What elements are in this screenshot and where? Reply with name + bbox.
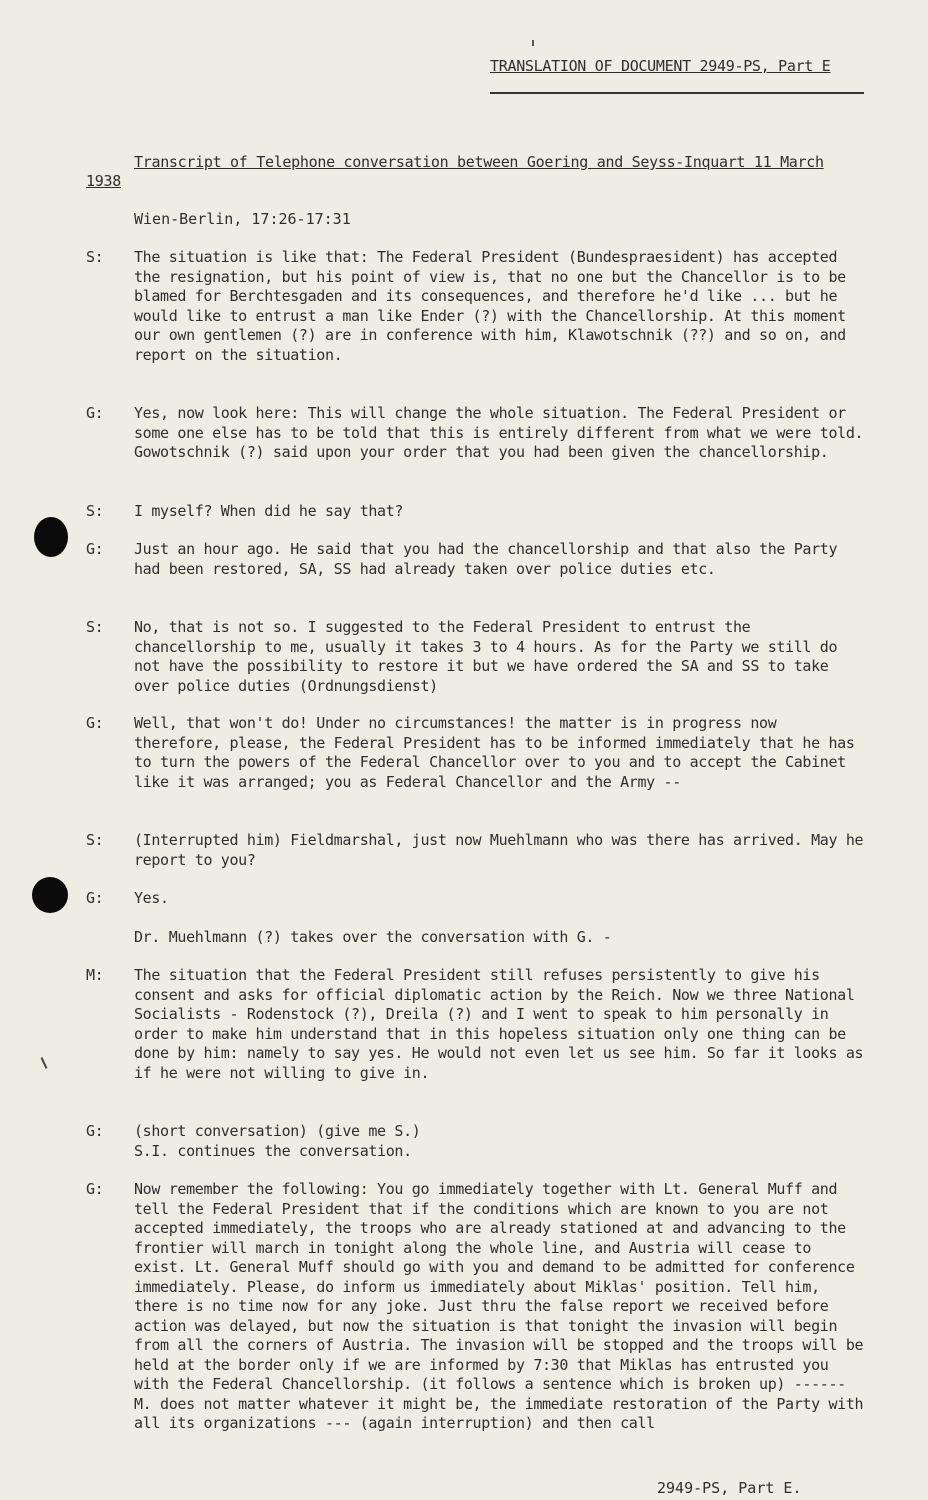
stray-mark (41, 1057, 48, 1069)
entry-text: The situation is like that: The Federal President (Bundespraesident) has accepted the resignation, but his point of view is, that no one but the Chancellor is to be blamed for Berchtesgaden and its consequences, and therefore he'd like ... but he would like to entrust a man like Ender (?) with the Chancellorship. At this moment our own gentlemen (?) are in conference with him, Klawotschnik (??) and so on, and report on the situation. (134, 248, 846, 364)
speaker-label: S: (86, 502, 104, 520)
punch-hole (32, 877, 68, 913)
speaker-label: G: (86, 714, 104, 732)
conversation-entry (86, 831, 866, 870)
conversation-entry (86, 248, 866, 365)
entry-text: (Interrupted him) Fieldmarshal, just now Muehlmann who was there has arrived. May he report to you? (134, 831, 864, 869)
document-title: Transcript of Telephone conversation between Goering and Seyss-Inquart 11 March 1938 (86, 153, 824, 190)
speaker-label: G: (86, 540, 104, 558)
conversation-entry (86, 618, 866, 696)
entry-text: Just an hour ago. He said that you had the chancellorship and that also the Party had been restored, SA, SS had already taken over police duties etc. (134, 540, 838, 578)
document-subtitle: Wien-Berlin, 17:26-17:31 (134, 210, 351, 228)
conversation-entry (86, 889, 866, 909)
punch-hole (34, 517, 68, 557)
entry-text: Now remember the following: You go immediately together with Lt. General Muff and tell the Federal President that if the conditions which are known to you are not accepted immediately, the troops who are already stationed at and advancing to the frontier will march in tonight along the whole line, and Austria will cease to exist. Lt. General Muff should go with you and demand to be admitted for conference immediately. Please, do inform us immediately about Miklas' position. Tell him, there is no time now for any joke. Just thru the false report we received before action was delayed, but now the situation is that tonight the invasion will begin from all the corners of Austria. The invasion will be stopped and the troops will be held at the border only if we are informed by 7:30 that Miklas has entrusted you with the Federal Chancellorship. (it follows a sentence which is broken up) ------ M. does not matter whatever it might be, the immediate restoration of the Party with all its organizations --- (again interruption) and then call (134, 1180, 864, 1432)
conversation-entry (86, 966, 866, 1083)
conversation-entry (86, 1180, 866, 1434)
conversation-entry (86, 404, 866, 463)
conversation-entry (86, 928, 866, 948)
speaker-label: M: (86, 966, 104, 984)
speaker-label: S: (86, 618, 104, 636)
entry-text: The situation that the Federal President still refuses persistently to give his consent and asks for official diplomatic action by the Reich. Now we three National Socialists - Rodenstock (?), Dreila (?) and I went to speak to him personally in order to make him understand that in this hopeless situation only one thing can be done by him: namely to say yes. He would not even let us see him. So far it looks as if he were not willing to give in. (134, 966, 864, 1082)
speaker-label: G: (86, 404, 104, 422)
speaker-label: S: (86, 831, 104, 849)
page-footer: 2949-PS, Part E. (657, 1479, 802, 1497)
entry-text: Well, that won't do! Under no circumstances! the matter is in progress now therefore, please, the Federal President has to be informed immediately that he has to turn the powers of the Federal Chancellor over to you and to accept the Cabinet like it was arranged; you as Federal Chancellor and the Army -- (134, 714, 855, 791)
conversation-entry (86, 502, 866, 522)
speaker-label: G: (86, 1122, 104, 1140)
conversation-entry (86, 540, 866, 579)
entry-text: No, that is not so. I suggested to the Federal President to entrust the chancellorship to me, usually it takes 3 to 4 hours. As for the Party we still do not have the possibility to restore it but we have ordered the SA and SS to take over police duties (Ordnungsdienst) (134, 618, 838, 695)
entry-text: Yes. (134, 889, 169, 907)
entry-text: I myself? When did he say that? (134, 502, 404, 520)
entry-text: Yes, now look here: This will change the whole situation. The Federal President or some one else has to be told that this is entirely different from what we were told. Gowotschnik (?) said upon your order that you had been given the chancellorship. (134, 404, 864, 461)
document-header: TRANSLATION OF DOCUMENT 2949-PS, Part E (490, 57, 831, 75)
header-rule (490, 92, 864, 94)
speaker-label: G: (86, 1180, 104, 1198)
conversation-entry (86, 714, 866, 792)
speaker-label: G: (86, 889, 104, 907)
conversation-entry (86, 1122, 866, 1161)
header-tick-mark (532, 40, 534, 46)
entry-text: (short conversation) (give me S.) S.I. continues the conversation. (134, 1122, 421, 1160)
entry-text: Dr. Muehlmann (?) takes over the conversation with G. - (134, 928, 612, 946)
speaker-label: S: (86, 248, 104, 266)
